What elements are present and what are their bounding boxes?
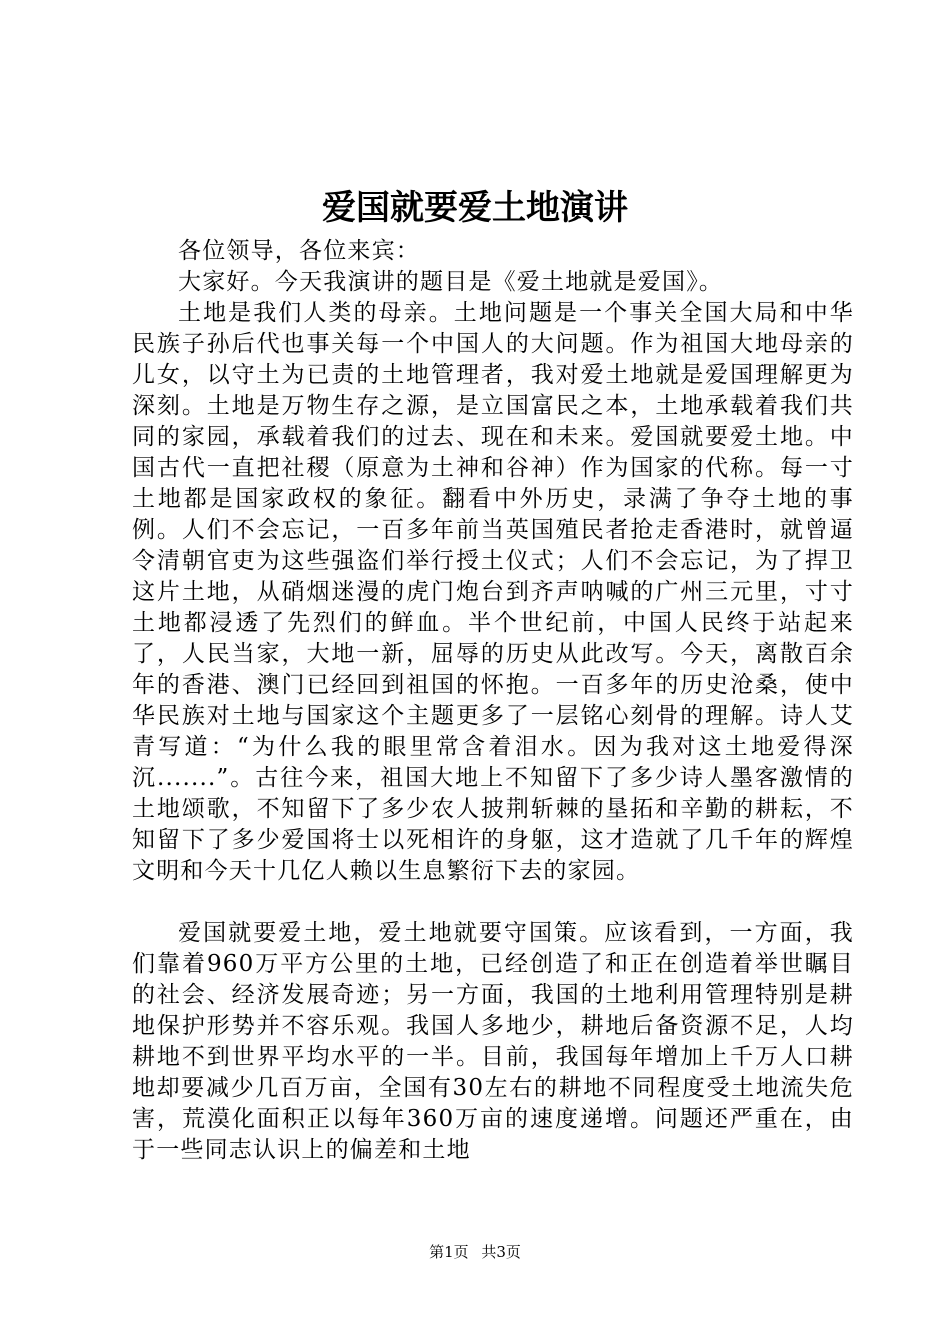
document-body bbox=[132, 236, 854, 1166]
paragraph-intro: 大家好。今天我演讲的题目是《爱土地就是爱国》。 bbox=[178, 269, 724, 295]
page-total: 共3页 bbox=[481, 1243, 521, 1261]
page-footer bbox=[0, 1242, 950, 1262]
paragraph-land-mother: 土地是我们人类的母亲。土地问题是一个事关全国大局和中华民族子孙后代也事关每一个中国人的大问题。作为祖国大地母亲的儿女，以守土为已责的土地管理者，我对爱土地就是爱国理解更为深刻。土地是万物生存之源，是立国富民之本，土地承载着我们共同的家园，承载着我们的过去、现在和未来。爱国就要爱土地。中国古代一直把社稷（原意为土神和谷神）作为国家的代称。每一寸土地都是国家政权的象征。翻看中外历史，录满了争夺土地的事例。人们不会忘记，一百多年前当英国殖民者抢走香港时，就曾逼令清朝官吏为这些强盗们举行授土仪式；人们不会忘记，为了捍卫这片土地，从硝烟迷漫的虎门炮台到齐声呐喊的广州三元里，寸寸土地都浸透了先烈们的鲜血。半个世纪前，中国人民终于站起来了，人民当家，大地一新，屈辱的历史从此改写。今天，离散百余年的香港、澳门已经回到祖国的怀抱。一百多年的历史沧桑，使中华民族对土地与国家这个主题更多了一层铭心刻骨的理解。诗人艾青写道：“为什么我的眼里常含着泪水。因为我对这土地爱得深沉.......”。古往今来，祖国大地上不知留下了多少诗人墨客激情的土地颂歌，不知留下了多少农人披荆斩棘的垦拓和辛勤的耕耘，不知留下了多少爱国将士以死相许的身躯，这才造就了几千年的辉煌文明和今天十几亿人赖以生息繁衍下去的家园。 bbox=[132, 300, 854, 884]
paragraph-national-policy: 爱国就要爱土地，爱土地就要守国策。应该看到，一方面，我们靠着960万平方公里的土地，已经创造了和正在创造着举世瞩目的社会、经济发展奇迹；另一方面，我国的土地利用管理特别是耕地保护形势并不容乐观。我国人多地少，耕地后备资源不足，人均耕地不到世界平均水平的一半。目前，我国每年增加上千万人口耕地却要减少几百万亩，全国有30左右的耕地不同程度受土地流失危害，荒漠化面积正以每年360万亩的速度递增。问题还严重在，由于一些同志认识上的偏差和土地 bbox=[132, 920, 854, 1163]
paragraph-greeting: 各位领导，各位来宾： bbox=[178, 238, 420, 264]
page-number: 第1页 bbox=[429, 1243, 469, 1261]
document-title: 爱国就要爱土地演讲 bbox=[322, 188, 628, 228]
